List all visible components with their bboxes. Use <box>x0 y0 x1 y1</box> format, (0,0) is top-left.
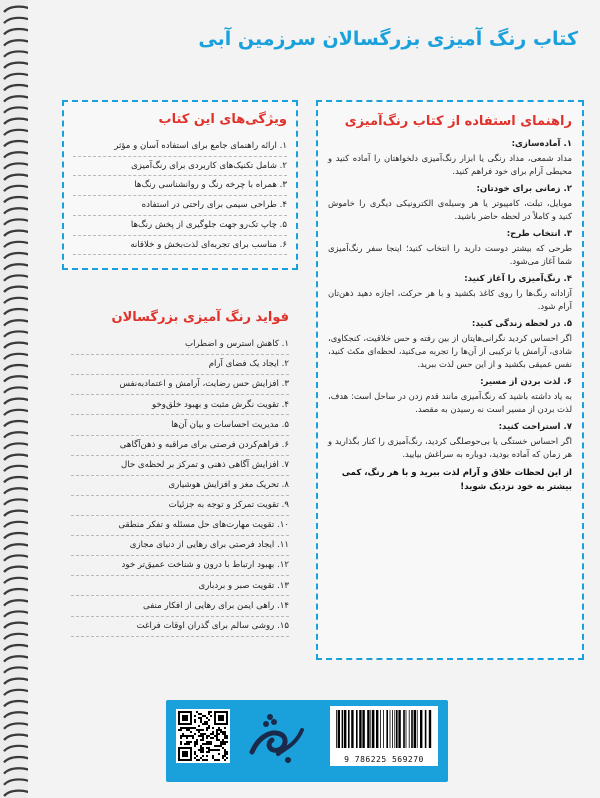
barcode-bar <box>372 710 374 748</box>
barcode-bar <box>380 710 381 748</box>
qr-module <box>198 713 200 715</box>
qr-module <box>188 741 190 743</box>
qr-module <box>202 735 204 737</box>
qr-module <box>224 733 226 735</box>
barcode-icon <box>330 706 438 752</box>
qr-module <box>218 753 220 755</box>
qr-module <box>224 743 226 745</box>
qr-module <box>206 741 208 743</box>
qr-module <box>202 729 204 731</box>
qr-module <box>194 743 196 745</box>
qr-module <box>196 729 198 731</box>
qr-module <box>220 743 222 745</box>
qr-module <box>222 755 224 757</box>
list-item: ۱۱. ایجاد فرصتی برای رهایی از دنیای مجازی <box>71 536 289 556</box>
qr-module <box>196 741 198 743</box>
qr-module <box>208 743 210 745</box>
guide-section-title: ۷. استراحت کنید: <box>498 422 572 433</box>
qr-module <box>220 741 222 743</box>
qr-module <box>208 711 210 713</box>
qr-module <box>204 759 206 761</box>
qr-module <box>212 733 214 735</box>
qr-module <box>226 751 228 753</box>
qr-module <box>216 731 218 733</box>
qr-module <box>194 715 196 717</box>
list-item: ۲. شامل تکنیک‌های کاربردی برای رنگ‌آمیزی <box>73 157 287 177</box>
qr-module <box>210 715 212 717</box>
qr-module <box>208 747 210 749</box>
qr-module <box>224 731 226 733</box>
qr-module <box>200 713 202 715</box>
qr-module <box>200 717 202 719</box>
qr-module <box>192 737 194 739</box>
qr-module <box>178 729 180 731</box>
qr-module <box>188 735 190 737</box>
qr-module <box>204 743 206 745</box>
barcode-bar <box>359 710 361 748</box>
benefits-list <box>71 335 289 637</box>
qr-module <box>224 759 226 761</box>
qr-module <box>202 759 204 761</box>
qr-module <box>182 727 184 729</box>
qr-module <box>184 727 186 729</box>
qr-module <box>226 741 228 743</box>
qr-module <box>210 737 212 739</box>
qr-module <box>202 739 204 741</box>
qr-module <box>202 749 204 751</box>
barcode-bar <box>338 710 340 748</box>
qr-module <box>224 741 226 743</box>
qr-module <box>194 741 196 743</box>
list-item: ۶. فراهم‌کردن فرصتی برای مراقبه و ذهن‌آگاهی <box>71 436 289 456</box>
qr-module <box>224 727 226 729</box>
qr-module <box>210 749 212 751</box>
list-item: ۳. همراه با چرخه رنگ و روانشناسی رنگ‌ها <box>73 176 287 196</box>
list-item: ۱۴. راهی ایمن برای رهایی از افکار منفی <box>71 596 289 616</box>
qr-module <box>218 745 220 747</box>
qr-module <box>186 737 188 739</box>
qr-module <box>196 743 198 745</box>
list-item: ۸. تحریک مغز و افزایش هوشیاری <box>71 476 289 496</box>
qr-module <box>180 727 182 729</box>
qr-module <box>206 737 208 739</box>
guide-heading: راهنمای استفاده از کتاب رنگ‌آمیزی <box>344 114 572 129</box>
qr-module <box>198 717 200 719</box>
qr-module <box>202 755 204 757</box>
benefits-box <box>62 300 298 658</box>
qr-module <box>204 721 206 723</box>
guide-section <box>328 377 572 416</box>
qr-module <box>194 727 196 729</box>
qr-module <box>182 733 184 735</box>
qr-module <box>216 739 218 741</box>
list-item: ۶. مناسب برای تجربه‌ای لذت‌بخش و خلاقانه <box>73 236 287 256</box>
qr-module <box>200 739 202 741</box>
qr-module <box>212 749 214 751</box>
guide-section <box>328 184 572 223</box>
qr-module <box>206 721 208 723</box>
qr-module <box>202 715 204 717</box>
qr-module <box>222 757 224 759</box>
list-item: ۲. ایجاد یک فضای آرام <box>71 355 289 375</box>
guide-section-body: مداد شمعی، مداد رنگی یا ابزار رنگ‌آمیزی دلخواهتان را آماده کنید و محیطی آرام برای خود فراهم کنید. <box>328 153 572 177</box>
qr-module <box>192 735 194 737</box>
qr-module <box>194 719 196 721</box>
qr-module <box>204 715 206 717</box>
list-item: ۱۲. بهبود ارتباط با درون و شناخت عمیق‌تر خود <box>71 556 289 576</box>
qr-module <box>220 745 222 747</box>
guide-section <box>328 139 572 178</box>
list-item: ۴. تقویت نگرش مثبت و بهبود خلق‌وخو <box>71 395 289 415</box>
list-item: ۷. افزایش آگاهی ذهنی و تمرکز بر لحظه‌ی حال <box>71 456 289 476</box>
qr-module <box>224 753 226 755</box>
qr-module <box>200 735 202 737</box>
list-item: ۴. طراحی سیمی برای راحتی در استفاده <box>73 196 287 216</box>
barcode-bar <box>417 710 418 748</box>
barcode-bar <box>367 710 369 748</box>
qr-module <box>200 729 202 731</box>
qr-module <box>218 749 220 751</box>
qr-module <box>226 735 228 737</box>
qr-module <box>216 745 218 747</box>
qr-module <box>186 729 188 731</box>
qr-module <box>202 743 204 745</box>
features-box <box>62 100 298 270</box>
qr-module <box>206 751 208 753</box>
qr-module <box>206 743 208 745</box>
list-item: ۹. تقویت تمرکز و توجه به جزئیات <box>71 496 289 516</box>
qr-module <box>226 753 228 755</box>
barcode-bar <box>409 710 410 748</box>
qr-module <box>180 741 182 743</box>
guide-section-title: ۵. در لحظه زندگی کنید: <box>471 319 572 330</box>
barcode-bar <box>351 710 353 748</box>
barcode-bar <box>342 710 344 748</box>
qr-module <box>204 723 206 725</box>
qr-module <box>196 755 198 757</box>
qr-module <box>224 751 226 753</box>
qr-module <box>180 737 182 739</box>
qr-module <box>208 719 210 721</box>
qr-module <box>200 745 202 747</box>
qr-module <box>182 715 188 721</box>
qr-module <box>186 735 188 737</box>
qr-module <box>206 727 208 729</box>
qr-module <box>222 743 224 745</box>
qr-module <box>218 759 220 761</box>
qr-module <box>208 735 210 737</box>
publisher-logo <box>244 708 308 772</box>
qr-module <box>212 757 214 759</box>
qr-module <box>200 749 202 751</box>
qr-module <box>216 729 218 731</box>
isbn-number: 9 786225 569270 <box>344 755 424 764</box>
qr-module <box>222 739 224 741</box>
qr-module <box>216 735 218 737</box>
qr-module <box>220 729 222 731</box>
qr-module <box>222 731 224 733</box>
guide-section-title: ۶. لذت بردن از مسیر: <box>480 377 572 388</box>
qr-module <box>182 751 188 757</box>
usage-guide-box <box>316 100 584 660</box>
qr-module <box>212 727 214 729</box>
barcode-bar <box>429 710 431 748</box>
qr-module <box>226 757 228 759</box>
barcode-bar <box>348 710 350 748</box>
qr-module <box>194 751 196 753</box>
barcode-bar <box>406 710 407 748</box>
qr-module <box>206 747 208 749</box>
qr-module <box>180 735 182 737</box>
qr-module <box>200 721 202 723</box>
list-item: ۵. مدیریت احساسات و بیان آن‌ها <box>71 415 289 435</box>
qr-module <box>194 757 196 759</box>
barcode-bar <box>411 710 413 748</box>
benefits-heading: فواید رنگ آمیزی بزرگسالان <box>111 310 289 325</box>
list-item: ۱. کاهش استرس و اضطراب <box>71 335 289 355</box>
qr-module <box>198 735 200 737</box>
qr-module <box>214 745 216 747</box>
qr-module <box>222 747 224 749</box>
guide-section <box>328 274 572 313</box>
qr-module <box>216 749 218 751</box>
qr-module <box>212 737 214 739</box>
qr-module <box>208 749 210 751</box>
qr-module <box>206 717 208 719</box>
qr-module <box>186 743 188 745</box>
barcode-bar <box>398 710 400 748</box>
list-item: ۱۵. روشی سالم برای گذران اوقات فراغت <box>71 617 289 637</box>
qr-module <box>182 735 184 737</box>
barcode-bar <box>362 710 364 748</box>
qr-module <box>184 743 186 745</box>
qr-module <box>214 759 216 761</box>
features-heading: ویژگی‌های این کتاب <box>158 112 287 127</box>
qr-module <box>200 747 202 749</box>
qr-module <box>194 753 196 755</box>
qr-module <box>218 727 220 729</box>
qr-module <box>200 719 202 721</box>
barcode-bar <box>386 710 388 748</box>
qr-module <box>200 733 202 735</box>
qr-module <box>216 737 218 739</box>
qr-module <box>196 759 198 761</box>
guide-section-body: آزادانه رنگ‌ها را روی کاغذ بکشید و با هر حرکت، اجازه دهید ذهن‌تان آرام شود. <box>328 288 572 312</box>
qr-module <box>202 751 204 753</box>
barcode-bar <box>394 710 395 748</box>
qr-module <box>196 739 198 741</box>
qr-module <box>200 757 202 759</box>
qr-module <box>192 727 194 729</box>
qr-module <box>206 759 208 761</box>
list-item: ۳. افزایش حس رضایت، آرامش و اعتماد‌به‌نفس <box>71 375 289 395</box>
qr-module <box>184 735 186 737</box>
guide-section-title: ۴. رنگ‌آمیزی را آغاز کنید: <box>464 274 572 285</box>
guide-section <box>328 422 572 461</box>
qr-module <box>180 743 182 745</box>
qr-module <box>212 731 214 733</box>
qr-module <box>224 755 226 757</box>
qr-module <box>188 727 190 729</box>
qr-module <box>206 723 208 725</box>
qr-module <box>202 733 204 735</box>
qr-module <box>180 729 182 731</box>
qr-module <box>202 747 204 749</box>
qr-module <box>208 713 210 715</box>
qr-module <box>222 733 224 735</box>
guide-section-body: اگر احساس کردید نگرانی‌هایتان از بین رفته و حس خلاقیت، کنجکاوی، شادی، آرامش یا ترکیبی از آن‌ها را تجربه می‌کنید، لحظه‌ای مکث کنید، نفس عمیقی بکشید و از این حس لذت ببرید. <box>328 333 572 370</box>
publisher-logo-icon <box>244 708 308 772</box>
qr-module <box>186 727 188 729</box>
guide-section-body: اگر احساس خستگی یا بی‌حوصلگی کردید، رنگ‌آمیزی را کنار بگذارید و هر زمان که آماده بودید، دوباره به سراغش بیایید. <box>328 436 572 460</box>
qr-module <box>210 743 212 745</box>
qr-module <box>200 751 202 753</box>
qr-module <box>212 755 214 757</box>
barcode-bar <box>403 710 405 748</box>
barcode-bar <box>425 710 427 748</box>
qr-module <box>202 737 204 739</box>
qr-module <box>198 725 200 727</box>
guide-section-body: طرحی که بیشتر دوست دارید را انتخاب کنید؛ اینجا سفر رنگ‌آمیزی شما آغاز می‌شود. <box>328 243 572 267</box>
qr-module <box>224 749 226 751</box>
barcode-bar <box>356 710 358 748</box>
barcode-bar <box>392 710 393 748</box>
qr-module <box>204 733 206 735</box>
guide-section-title: ۱. آماده‌سازی: <box>511 139 572 149</box>
barcode-bar <box>336 710 337 748</box>
qr-module <box>208 725 210 727</box>
barcode-bar <box>420 710 422 748</box>
qr-module <box>220 731 222 733</box>
guide-section-title: ۲. زمانی برای خودتان: <box>476 184 572 195</box>
guide-section <box>328 229 572 268</box>
qr-module <box>210 711 212 713</box>
features-list <box>73 137 287 255</box>
qr-module <box>208 727 210 729</box>
qr-module <box>206 729 208 731</box>
qr-module <box>208 741 210 743</box>
qr-module <box>206 755 208 757</box>
barcode-bar <box>370 710 371 748</box>
qr-module <box>224 737 226 739</box>
qr-module <box>188 743 190 745</box>
qr-code <box>176 709 230 763</box>
qr-module <box>218 715 224 721</box>
qr-module <box>198 731 200 733</box>
qr-module <box>198 729 200 731</box>
qr-module <box>224 735 226 737</box>
qr-module <box>222 741 224 743</box>
guide-section <box>328 319 572 371</box>
cover-title: کتاب رنگ آمیزی بزرگسالان سرزمین آبی <box>198 28 578 50</box>
qr-module <box>218 729 220 731</box>
qr-module <box>198 749 200 751</box>
qr-module <box>208 751 210 753</box>
qr-module <box>188 729 190 731</box>
barcode <box>330 706 438 766</box>
barcode-bar <box>414 710 416 748</box>
qr-module <box>194 733 196 735</box>
qr-module <box>202 723 204 725</box>
guide-section-body: به یاد داشته باشید که رنگ‌آمیزی مانند قدم زدن در ساحل است: هدف، لذت بردن از مسیر است نه رسیدن به مقصد. <box>328 391 572 415</box>
list-item: ۱۰. تقویت مهارت‌های حل مسئله و تفکر منطقی <box>71 516 289 536</box>
qr-module <box>194 721 196 723</box>
qr-module <box>214 735 216 737</box>
barcode-bar <box>383 710 384 748</box>
barcode-bar <box>390 710 391 748</box>
qr-module <box>216 759 218 761</box>
qr-module <box>190 741 192 743</box>
barcode-bar <box>344 710 346 748</box>
qr-module <box>198 759 200 761</box>
list-item: ۱۳. تقویت صبر و بردباری <box>71 576 289 596</box>
guide-section-body: موبایل، تبلت، کامپیوتر یا هر وسیله‌ی الکترونیکی دیگری را خاموش کنید و کاملاً در لحظه حاضر باشید. <box>328 198 572 222</box>
qr-module <box>216 733 218 735</box>
qr-module <box>210 741 212 743</box>
guide-section-title: ۳. انتخاب طرح: <box>506 229 572 240</box>
qr-module <box>210 733 212 735</box>
qr-module <box>190 731 192 733</box>
barcode-bar <box>396 710 398 748</box>
qr-module <box>186 741 188 743</box>
list-item: ۵. چاپ تک‌رو جهت جلوگیری از پخش رنگ‌ها <box>73 216 287 236</box>
qr-module <box>194 745 196 747</box>
qr-code-icon <box>178 711 228 761</box>
qr-module <box>190 727 192 729</box>
qr-module <box>190 735 192 737</box>
qr-module <box>226 737 228 739</box>
guide-final-note: از این لحظات خلاق و آرام لذت ببرید و با هر رنگ، کمی بیشتر به خود نزدیک شوید! <box>341 468 572 492</box>
barcode-bar <box>376 710 378 748</box>
qr-module <box>218 733 220 735</box>
qr-module <box>206 735 208 737</box>
qr-module <box>196 711 198 713</box>
qr-module <box>214 749 216 751</box>
list-item: ۱. ارائه راهنمای جامع برای استفاده آسان و مؤثر <box>73 137 287 157</box>
qr-module <box>218 739 220 741</box>
